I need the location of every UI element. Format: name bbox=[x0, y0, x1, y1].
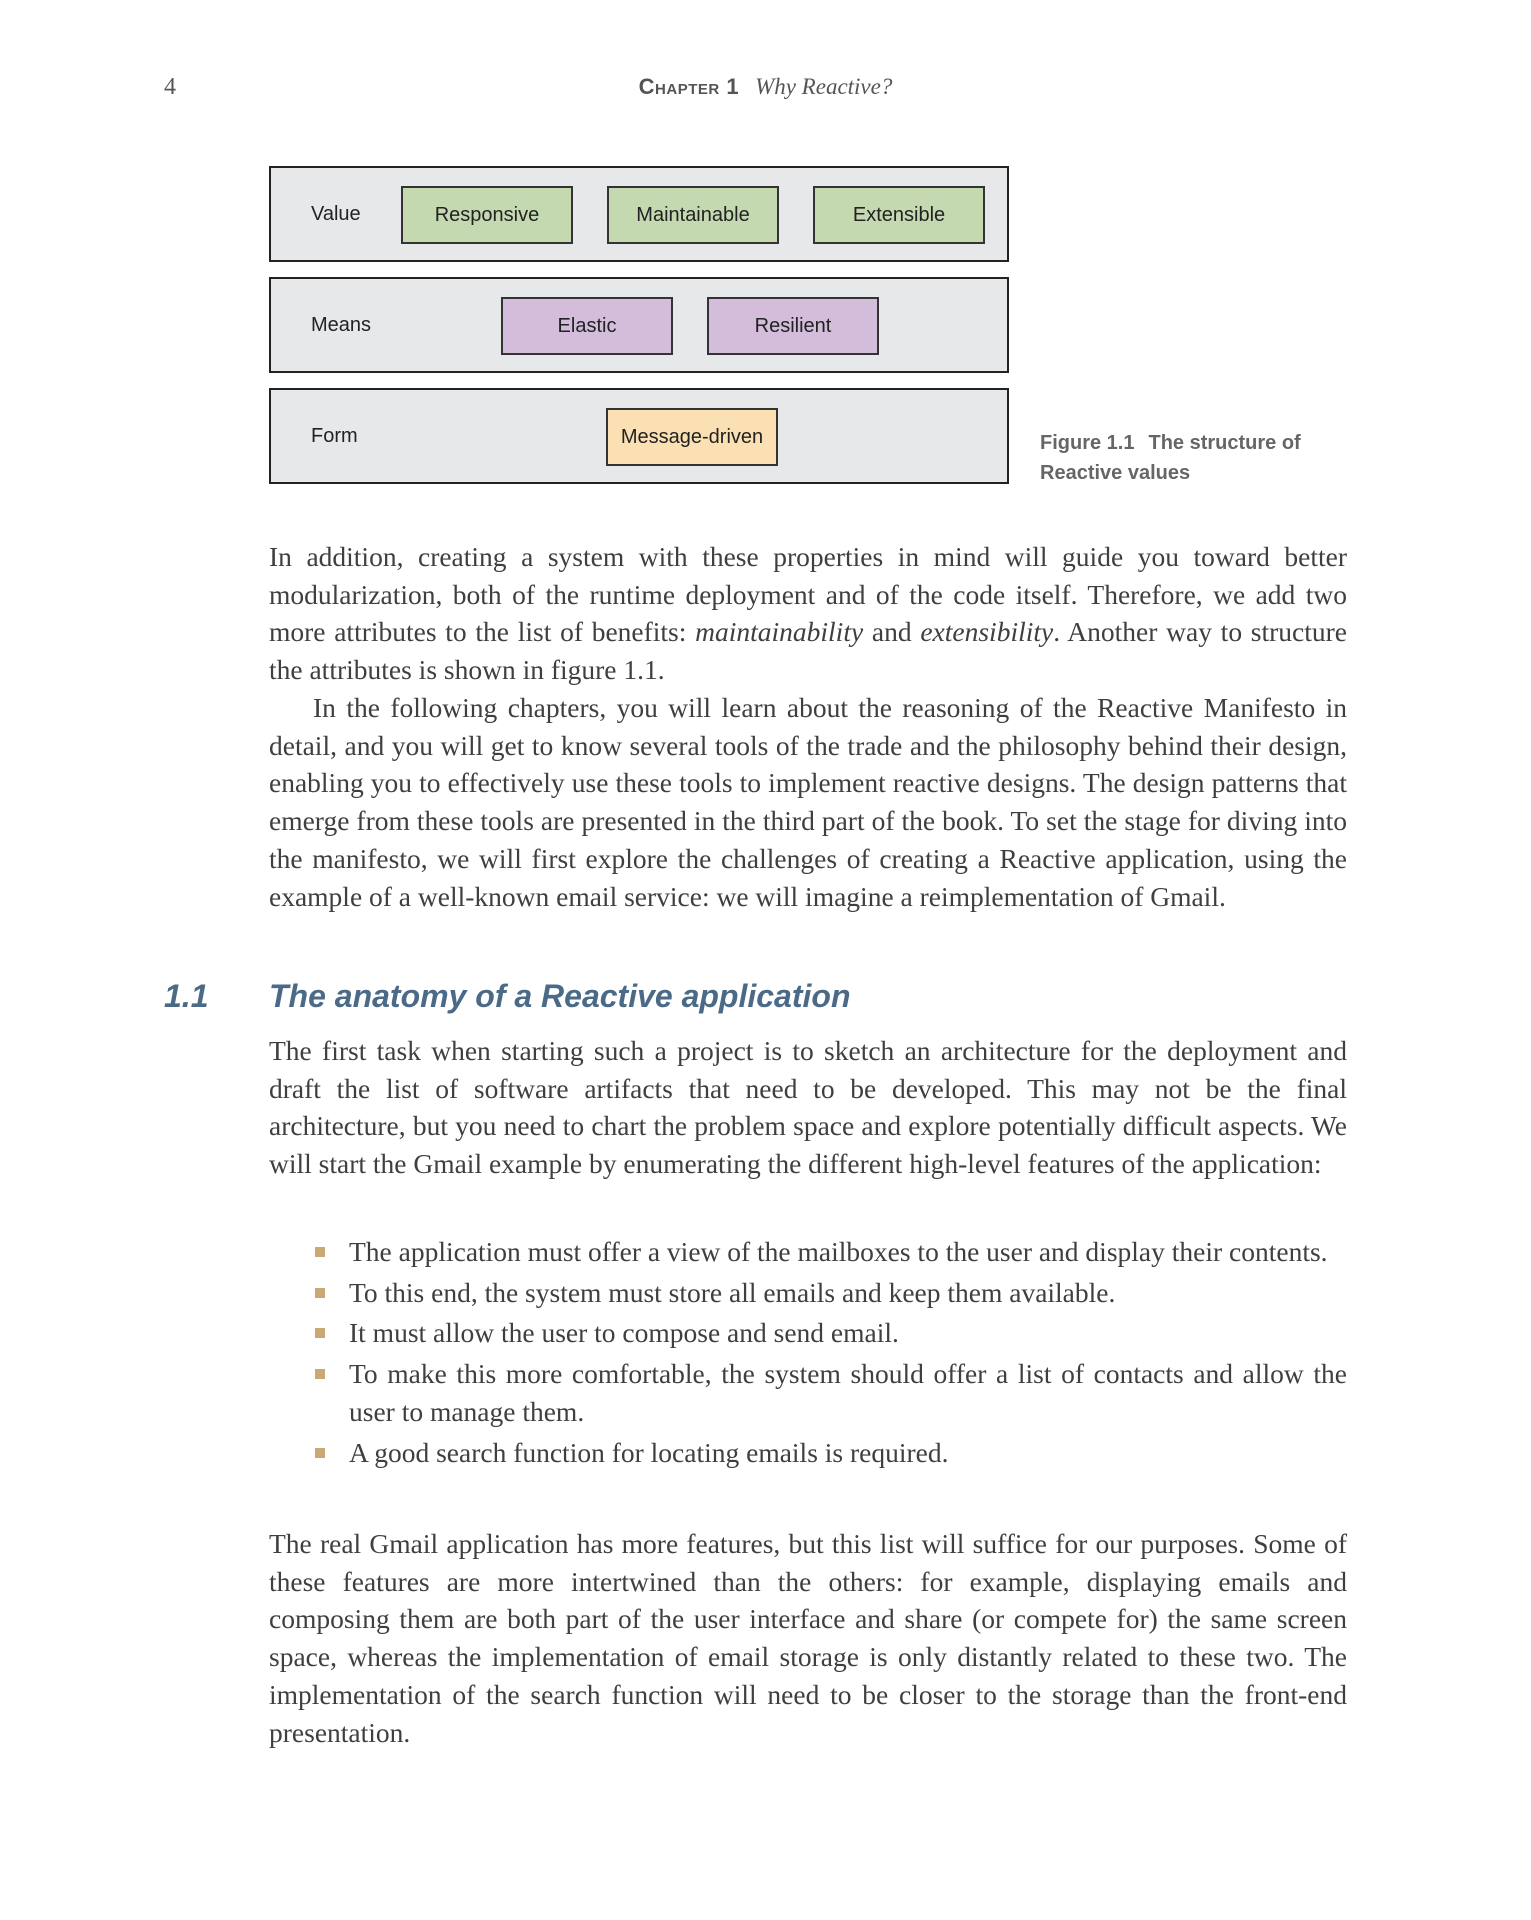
square-bullet-icon bbox=[315, 1288, 325, 1298]
running-header bbox=[0, 74, 1531, 104]
chapter-label: Chapter 1 bbox=[638, 74, 740, 99]
box-extensible: Extensible bbox=[813, 186, 985, 244]
square-bullet-icon bbox=[315, 1448, 325, 1458]
box-responsive: Responsive bbox=[401, 186, 573, 244]
list-item bbox=[349, 1434, 1347, 1472]
figure-number: Figure 1.1 bbox=[1040, 432, 1135, 454]
paragraph-2: In the following chapters, you will learn about the reasoning of the Reactive Manifesto in detail, and you will get to know several tools of the trade and the philosophy behind their design, enabling you to effectively use these tools to implement reactive designs. The design patterns that emerge from these tools are presented in the third part of the book. To set the stage for diving into the manifesto, we will first explore the challenges of creating a Reactive application, using the example of a well-known email service: we will imagine a reimplementation of Gmail. bbox=[269, 692, 1347, 912]
list-item-text: It must allow the user to compose and send email. bbox=[349, 1317, 899, 1349]
feature-list bbox=[349, 1233, 1347, 1474]
section-number: 1.1 bbox=[164, 978, 209, 1014]
chapter-title: Why Reactive? bbox=[755, 74, 893, 99]
list-item-text: To this end, the system must store all emails and keep them available. bbox=[349, 1276, 1116, 1308]
list-item bbox=[349, 1233, 1347, 1271]
layer-label-means: Means bbox=[311, 314, 372, 336]
layer-label-value: Value bbox=[311, 203, 361, 225]
layer-form bbox=[269, 388, 1009, 484]
paragraph-1-part-b: and bbox=[863, 616, 921, 648]
list-item bbox=[349, 1355, 1347, 1430]
box-maintainable: Maintainable bbox=[607, 186, 779, 244]
layer-label-form: Form bbox=[311, 425, 358, 447]
paragraph-1 bbox=[269, 538, 1347, 689]
list-item bbox=[349, 1274, 1347, 1312]
square-bullet-icon bbox=[315, 1369, 325, 1379]
layer-value bbox=[269, 166, 1009, 262]
term-maintainability: maintainability bbox=[695, 616, 864, 648]
section-intro-paragraph: The first task when starting such a project is to sketch an architecture for the deployment and draft the list of software artifacts that need to be developed. This may not be the final architecture, but you need to chart the problem space and explore potentially difficult aspects. We will start the Gmail example by enumerating the different high-level features of the application: bbox=[269, 1035, 1347, 1180]
box-message-driven: Message-driven bbox=[606, 408, 778, 466]
list-item-text: A good search function for locating emails is required. bbox=[349, 1436, 949, 1468]
list-item-text: To make this more comfortable, the system should offer a list of contacts and allow the user to manage them. bbox=[349, 1358, 1347, 1427]
list-item-text: The application must offer a view of the mailboxes to the user and display their contents. bbox=[349, 1236, 1328, 1267]
layer-means bbox=[269, 277, 1009, 373]
figure-caption-text: The structure of Reactive values bbox=[1040, 432, 1301, 484]
square-bullet-icon bbox=[315, 1328, 325, 1338]
running-head bbox=[0, 74, 1531, 100]
box-resilient: Resilient bbox=[707, 297, 879, 355]
page-number: 4 bbox=[164, 74, 176, 100]
box-elastic: Elastic bbox=[501, 297, 673, 355]
paragraph-1-part-a: In addition, creating a system with these properties in mind will guide you toward better modularization, both of the runtime deployment and of the code itself. Therefore, we add two more attributes to the list of benefits: bbox=[269, 541, 1347, 648]
list-item bbox=[349, 1314, 1347, 1352]
paragraph-1-part-c: . Another way to structure the attributes is shown in figure 1.1. bbox=[269, 616, 1347, 686]
closing-paragraph: The real Gmail application has more features, but this list will suffice for our purposes. Some of these features are more intertwined than the others: for example, displaying emails and composing them are both part of the user interface and share (or compete for) the same screen space, whereas the implementation of email storage is only distantly related to these two. The implementation of the search function will need to be closer to the storage than the front-end presentation. bbox=[269, 1528, 1347, 1748]
figure-caption bbox=[1040, 428, 1340, 488]
square-bullet-icon bbox=[315, 1247, 325, 1257]
term-extensibility: extensibility bbox=[920, 616, 1054, 648]
section-title: The anatomy of a Reactive application bbox=[269, 978, 851, 1014]
